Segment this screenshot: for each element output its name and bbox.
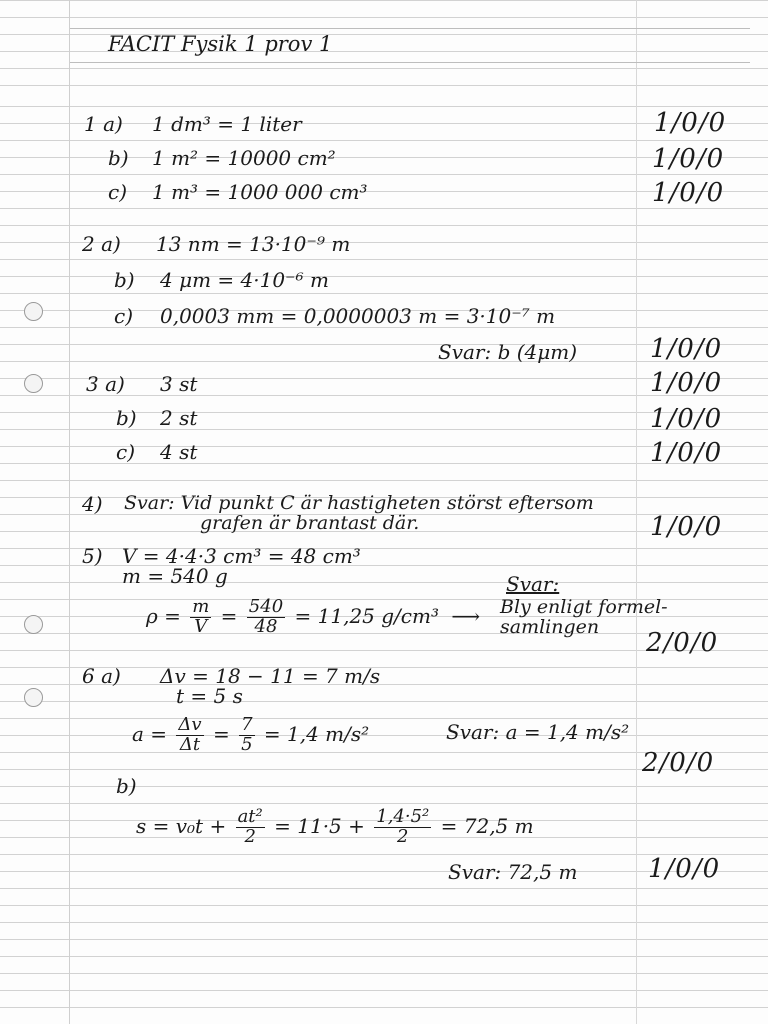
- q2-b-label: b): [114, 268, 135, 292]
- q4-label: 4): [82, 492, 103, 516]
- header-rule: [70, 62, 750, 63]
- q6-b-answer: Svar: 72,5 m: [448, 860, 578, 884]
- q5-rho-result: = 11,25 g/cm³: [294, 603, 439, 628]
- q2-c-label: c): [114, 304, 134, 328]
- q5-svar-line2: samlingen: [500, 616, 600, 638]
- score-q6a: 2/0/0: [642, 748, 715, 778]
- q2-a-text: 13 nm = 13·10⁻⁹ m: [156, 232, 351, 256]
- q5-label: 5): [82, 544, 103, 568]
- q6-s-result: = 72,5 m: [440, 813, 534, 838]
- q6-a-result: = 1,4 m/s²: [263, 721, 370, 746]
- q2-c-text: 0,0003 mm = 0,0000003 m = 3·10⁻⁷ m: [160, 304, 556, 328]
- q5-fraction-m-v: $\frac{m}{V}$: [192, 596, 210, 637]
- q2-answer: Svar: b (4μm): [438, 340, 578, 364]
- q1-b-label: b): [108, 146, 129, 170]
- q5-volume: V = 4·4·3 cm³ = 48 cm³: [122, 544, 361, 568]
- q3-c-text: 4 st: [160, 440, 198, 464]
- score-q4: 1/0/0: [650, 512, 723, 542]
- q4-answer-line2: grafen är brantast där.: [200, 512, 420, 534]
- q6-s-lhs: s = v₀t +: [136, 813, 227, 838]
- binder-hole: [24, 302, 43, 321]
- q6-a-label: 6 a): [82, 664, 121, 688]
- q5-eq: =: [220, 603, 238, 628]
- binder-hole: [24, 374, 43, 393]
- q6-fraction-7-5: $\frac{7}{5}$: [241, 714, 253, 755]
- score-q3b: 1/0/0: [650, 404, 723, 434]
- q6-time: t = 5 s: [176, 684, 243, 708]
- page-title: FACIT Fysik 1 prov 1: [108, 32, 333, 56]
- q1-b-text: 1 m² = 10000 cm²: [152, 146, 336, 170]
- q3-b-label: b): [116, 406, 137, 430]
- q6-a-lhs: a =: [132, 721, 168, 746]
- q6-b-label: b): [116, 774, 137, 798]
- q5-svar-label: Svar:: [506, 572, 560, 596]
- score-q1c: 1/0/0: [652, 178, 725, 208]
- score-q3a: 1/0/0: [650, 368, 723, 398]
- score-q1b: 1/0/0: [652, 144, 725, 174]
- q1-a-label: 1 a): [84, 112, 123, 136]
- binder-hole: [24, 688, 43, 707]
- q1-c-text: 1 m³ = 1000 000 cm³: [152, 180, 368, 204]
- binder-hole: [24, 615, 43, 634]
- score-q5: 2/0/0: [646, 628, 719, 658]
- score-q3c: 1/0/0: [650, 438, 723, 468]
- q3-a-label: 3 a): [86, 372, 125, 396]
- q6-fraction-at2-2: $\frac{\text{at²}}{2}$: [237, 806, 263, 847]
- header-rule: [70, 28, 750, 29]
- q5-mass: m = 540 g: [122, 564, 228, 588]
- q6-acceleration-equation: [132, 716, 369, 755]
- q6-delta-v: Δv = 18 − 11 = 7 m/s: [160, 664, 381, 688]
- q6-distance-equation: [136, 808, 534, 847]
- q3-a-text: 3 st: [160, 372, 198, 396]
- q5-fraction-540-48: $\frac{540}{48}$: [248, 596, 284, 637]
- q5-density-equation: [146, 598, 486, 637]
- q6-fraction-14-52-2: $\frac{\text{1,4·5²}}{2}$: [376, 806, 430, 847]
- q2-a-label: 2 a): [82, 232, 121, 256]
- q6-a-answer: Svar: a = 1,4 m/s²: [446, 720, 630, 744]
- q4-answer-line1: Svar: Vid punkt C är hastigheten störst eftersom: [124, 492, 594, 514]
- q3-c-label: c): [116, 440, 136, 464]
- q5-rho-lhs: ρ =: [146, 603, 181, 628]
- q2-b-text: 4 μm = 4·10⁻⁶ m: [160, 268, 329, 292]
- q6-s-mid: = 11·5 +: [274, 813, 365, 838]
- q1-a-text: 1 dm³ = 1 liter: [152, 112, 302, 136]
- q5-svar-line1: Bly enligt formel-: [500, 596, 668, 618]
- q3-b-text: 2 st: [160, 406, 198, 430]
- score-q2: 1/0/0: [650, 334, 723, 364]
- q6-a-eq: =: [212, 721, 230, 746]
- q1-c-label: c): [108, 180, 128, 204]
- score-q1a: 1/0/0: [654, 108, 727, 138]
- q6-fraction-dv-dt: $\frac{\Delta v}{\Delta t}$: [178, 714, 202, 755]
- arrow-icon: ⟶: [451, 603, 480, 628]
- score-q6b: 1/0/0: [648, 854, 721, 884]
